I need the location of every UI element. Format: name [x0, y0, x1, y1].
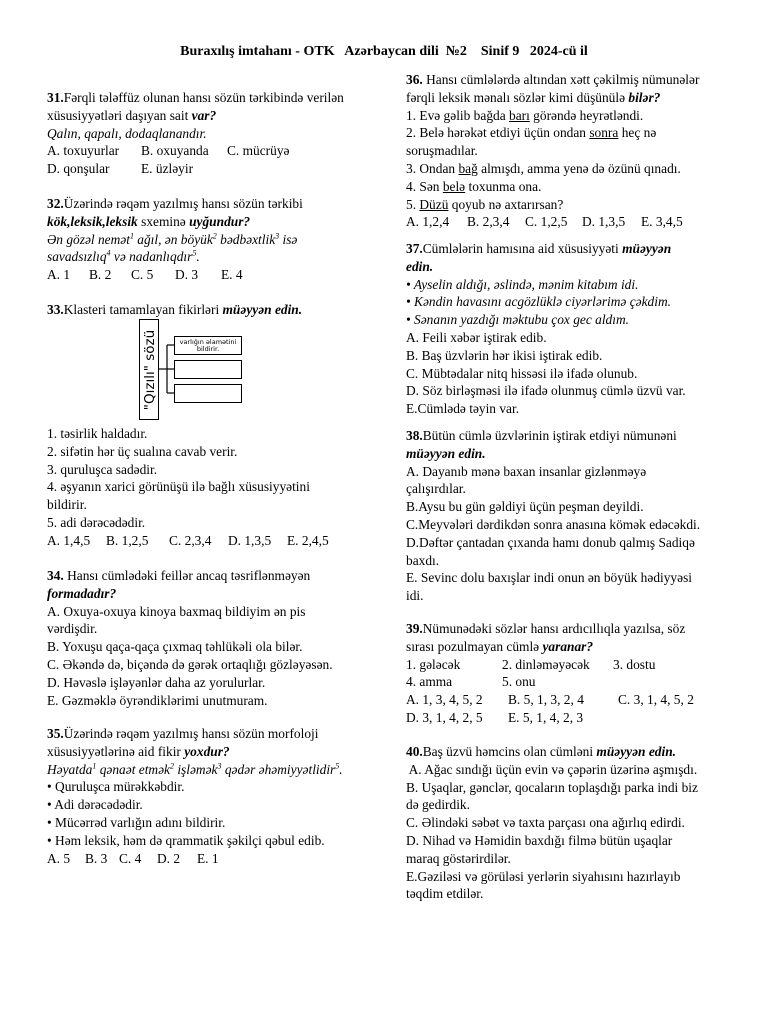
- option-e-cont: təqdim etdilər.: [406, 886, 484, 902]
- option-d[interactable]: D. 1,3,5: [582, 214, 626, 230]
- list-item: 5. adi dərəcədədir.: [47, 514, 146, 530]
- question-33: [47, 301, 377, 319]
- question-example: Həyatda$^1$ qənaət etmək$^2$ işləmək$^3$ qədər əhəmiyyətlidir$^5$.: [47, 761, 343, 777]
- option-b[interactable]: B. 5, 1, 3, 2, 4: [508, 692, 584, 708]
- option-b[interactable]: B. 2,3,4: [467, 214, 510, 230]
- word-item: 1. gələcək: [406, 656, 461, 672]
- answer-options: [47, 142, 377, 160]
- option-c[interactable]: C. 4: [119, 850, 142, 866]
- option-b[interactable]: B. Yoxuşu qaça-qaça çıxmaq təhlükəli ola bilər.: [47, 639, 303, 655]
- list-item: • Sənanın yazdığı məktubu çox gec aldım.: [406, 312, 629, 328]
- list-item: 4. əşyanın xarici görünüşü ilə bağlı xüsusiyyətini: [47, 479, 310, 495]
- cluster-main-label: "Qızılı" sözü: [142, 329, 158, 411]
- option-a[interactable]: A. Oxuya-oxuya kinoya baxmaq bildiyim ən pis: [47, 603, 306, 619]
- question-text: sırası pozulmayan cümlə: [406, 638, 543, 654]
- list-item: 5. Düzü qoyub nə axtarırsan?: [406, 196, 564, 212]
- question-emphasis: müəyyən edin.: [222, 302, 303, 317]
- question-32: [47, 195, 377, 284]
- word-item: 5. onu: [502, 674, 536, 690]
- question-number: 32.: [47, 196, 64, 211]
- answer-options: [47, 532, 377, 550]
- question-text: fərqli leksik mənalı sözlər kimi düşünülə: [406, 89, 629, 105]
- word-list: [406, 656, 731, 674]
- cluster-main-box: [139, 319, 159, 420]
- list-item: • Ayselin aldığı, əslində, mənim kitabım idi.: [406, 276, 639, 292]
- option-e-cont: idi.: [406, 588, 424, 604]
- list-item: 4. Sən belə toxunma ona.: [406, 178, 542, 194]
- option-c[interactable]: C. Əlindəki səbət və taxta parçası ona ağırlıq edirdi.: [406, 815, 685, 831]
- option-e[interactable]: E. 4: [221, 267, 243, 283]
- question-number: 33.: [47, 302, 64, 317]
- option-a[interactable]: A. Feili xəbər iştirak edib.: [406, 329, 547, 345]
- question-text: xüsusiyyətlərinə aid fikir: [47, 743, 185, 759]
- question-emphasis: formadadır?: [47, 585, 117, 601]
- question-text: Fərqli tələffüz olunan hansı sözün tərkibində verilən: [63, 90, 344, 105]
- option-c[interactable]: C. 3, 1, 4, 5, 2: [618, 692, 694, 708]
- question-number: 40.: [406, 744, 423, 759]
- question-text: Üzərində rəqəm yazılmış hansı sözün tərkibi: [63, 196, 303, 211]
- option-d[interactable]: D. Həvəslə işləyənlər daha az yorulurlar.: [47, 674, 266, 690]
- option-b[interactable]: B. Uşaqlar, gənclər, qocaların toplaşdığı parka indi biz: [406, 779, 698, 795]
- word-item: 2. dinləməyəcək: [502, 656, 590, 672]
- option-b-cont: də gedirdik.: [406, 797, 470, 813]
- cluster-box-3[interactable]: [174, 384, 242, 403]
- option-b[interactable]: B. 2: [89, 267, 112, 283]
- question-text: Nümunədəki sözlər hansı ardıcıllıqla yazılsa, söz: [422, 621, 686, 636]
- word-item: 4. amma: [406, 674, 453, 690]
- option-d[interactable]: D.Dəftər çantadan çıxanda hamı donub qalmış Sadiqə: [406, 534, 695, 550]
- question-31: [47, 89, 377, 178]
- answer-options: [47, 850, 377, 868]
- answer-options: [406, 691, 731, 709]
- question-example: Qalın, qapalı, dodaqlanandır.: [47, 125, 207, 141]
- question-37: [406, 240, 731, 418]
- answer-options: [406, 213, 731, 231]
- option-d[interactable]: D. 1,3,5: [228, 532, 272, 548]
- question-emphasis: kök,leksik,leksik: [47, 213, 138, 229]
- cluster-box-1: varlığın əlamətini bildirir.: [174, 336, 242, 355]
- cluster-diagram: [139, 319, 289, 425]
- cluster-box-2[interactable]: [174, 360, 242, 379]
- list-item: 3. Ondan bağ almışdı, amma yenə də özünü qınadı.: [406, 160, 681, 176]
- option-e[interactable]: E. 5, 1, 4, 2, 3: [508, 709, 584, 725]
- question-emphasis: uyğundur?: [189, 213, 251, 229]
- question-text: sxeminə: [137, 213, 190, 229]
- option-a[interactable]: A. Dayanıb mənə baxan insanlar gizlənməyə: [406, 463, 647, 479]
- list-item: soruşmadılar.: [406, 143, 478, 159]
- question-text: xüsusiyyətləri daşıyan sait: [47, 107, 192, 123]
- option-e[interactable]: E. üzləyir: [141, 161, 194, 177]
- question-number: 37.: [406, 241, 423, 256]
- option-e[interactable]: E. 1: [197, 850, 219, 866]
- question-emphasis: var?: [191, 107, 217, 123]
- option-a[interactable]: A. 5: [47, 850, 71, 866]
- option-d[interactable]: D. qonşular: [47, 161, 110, 177]
- option-d-cont: baxdı.: [406, 552, 440, 568]
- list-item: • Quruluşca mürəkkəbdir.: [47, 779, 185, 795]
- option-c[interactable]: C. 1,2,5: [525, 214, 568, 230]
- word-list: [406, 673, 731, 691]
- list-item: • Həm leksik, həm də qrammatik şəkilçi qəbul edib.: [47, 832, 325, 848]
- question-text: Hansı cümlələrdə altından xətt çəkilmiş nümunələr: [422, 72, 700, 87]
- option-d[interactable]: D. 3: [175, 267, 199, 283]
- option-c[interactable]: C.Meyvələri dərdikdən sonra anasına kömək edəcəkdi.: [406, 516, 701, 532]
- question-39: [406, 620, 731, 727]
- option-b[interactable]: B. 3: [85, 850, 108, 866]
- exam-title: Buraxılış imtahanı - OTK Azərbaycan dili №2 Sinif 9 2024-cü il: [180, 44, 588, 59]
- list-item: 2. Belə hərəkət etdiyi üçün ondan sonra heç nə: [406, 125, 657, 141]
- option-b[interactable]: B. 1,2,5: [106, 532, 149, 548]
- question-emphasis: bilər?: [628, 89, 661, 105]
- question-number: 31.: [47, 90, 64, 105]
- list-item: bildirir.: [47, 497, 87, 513]
- question-emphasis: müəyyən edin.: [596, 744, 677, 759]
- question-number: 34.: [47, 568, 64, 583]
- option-a[interactable]: A. 1,4,5: [47, 532, 91, 548]
- question-text: Hansı cümlədəki feillər ancaq təsriflənməyən: [63, 568, 311, 583]
- option-a-cont: çalışırdılar.: [406, 481, 466, 497]
- option-c[interactable]: C. Əkəndə də, biçəndə də gərək ortaqlığı gözləyəsən.: [47, 656, 333, 672]
- option-e[interactable]: E. Gəzməklə öyrəndiklərimi unutmuram.: [47, 692, 268, 708]
- option-d[interactable]: D. 2: [157, 850, 181, 866]
- question-text: Klasteri tamamlayan fikirləri: [63, 302, 223, 317]
- answer-options: [47, 266, 377, 284]
- question-emphasis: müəyyən edin.: [406, 445, 486, 461]
- question-35: [47, 725, 377, 867]
- question-example: savadsızlıq$^4$ və nadanlıqdır$^5$.: [47, 248, 200, 265]
- question-emphasis: yaranar?: [542, 638, 594, 654]
- question-emphasis: müəyyən: [622, 241, 672, 256]
- list-item: • Mücərrəd varlığın adını bildirir.: [47, 814, 226, 830]
- question-emphasis: yoxdur?: [184, 743, 230, 759]
- option-c[interactable]: C. 5: [131, 267, 154, 283]
- list-item: • Kəndin havasını acgözlüklə ciyərlərimə çəkdim.: [406, 294, 671, 310]
- list-item: 1. Evə gəlib bağda barı görəndə heyrətləndi.: [406, 107, 644, 123]
- option-e[interactable]: E. 3,4,5: [641, 214, 683, 230]
- question-34: [47, 567, 377, 709]
- question-40: [406, 743, 731, 903]
- option-a[interactable]: A. Ağac sındığı üçün evin və çəpərin üzərinə aşmışdı.: [406, 761, 698, 777]
- list-item: 1. təsirlik haldadır.: [47, 426, 148, 441]
- question-number: 39.: [406, 621, 423, 636]
- question-38: [406, 427, 731, 605]
- list-item: 3. quruluşca sadədir.: [47, 461, 158, 477]
- list-item: • Adi dərəcədədir.: [47, 797, 143, 813]
- question-emphasis: edin.: [406, 258, 434, 274]
- option-c[interactable]: C. mücrüyə: [227, 143, 290, 159]
- option-d[interactable]: D. Söz birləşməsi ilə ifadə olunmuş cümlə üzvü var.: [406, 383, 686, 399]
- question-text: Bütün cümlə üzvlərinin iştirak etdiyi nümunəni: [422, 428, 677, 443]
- word-item: 3. dostu: [613, 656, 656, 672]
- option-a[interactable]: A. 1: [47, 267, 71, 283]
- option-e[interactable]: E.Gəziləsi və görüləsi yerlərin siyahısını hazırlayıb: [406, 868, 681, 884]
- option-b[interactable]: B. Baş üzvlərin hər ikisi iştirak edib.: [406, 347, 603, 363]
- option-d[interactable]: D. 3, 1, 4, 2, 5: [406, 709, 483, 725]
- option-c[interactable]: C. Mübtədalar nitq hissəsi ilə ifadə olunub.: [406, 365, 638, 381]
- option-a[interactable]: A. toxuyurlar: [47, 143, 120, 159]
- question-example: Ən gözəl nemət$^1$ ağıl, ən böyük$^2$ bədbəxtlik$^3$ isə: [47, 231, 298, 247]
- option-e[interactable]: E.Cümlədə təyin var.: [406, 401, 520, 417]
- option-b[interactable]: B. oxuyanda: [141, 143, 209, 159]
- option-a[interactable]: A. 1, 3, 4, 5, 2: [406, 692, 483, 708]
- question-number: 38.: [406, 428, 423, 443]
- option-d-cont: maraq göstərirdilər.: [406, 850, 511, 866]
- question-number: 35.: [47, 726, 64, 741]
- question-text: Üzərində rəqəm yazılmış hansı sözün morfoloji: [63, 726, 319, 741]
- question-text: Baş üzvü həmcins olan cümləni: [422, 744, 597, 759]
- question-36: [406, 71, 731, 231]
- option-a[interactable]: A. 1,2,4: [406, 214, 450, 230]
- option-c[interactable]: C. 2,3,4: [169, 532, 212, 548]
- question-text: Cümlələrin hamısına aid xüsusiyyəti: [422, 241, 623, 256]
- option-d[interactable]: D. Nihad və Həmidin baxdığı filmə bütün uşaqlar: [406, 832, 673, 848]
- question-number: 36.: [406, 72, 423, 87]
- option-a-cont: vərdişdir.: [47, 621, 98, 637]
- question-33-items: [47, 425, 377, 550]
- option-e[interactable]: E. 2,4,5: [287, 532, 329, 548]
- answer-options: [406, 709, 731, 727]
- option-e[interactable]: E. Sevinc dolu baxışlar indi onun ən böyük hədiyyəsi: [406, 570, 692, 586]
- answer-options: [47, 160, 377, 178]
- list-item: 2. sifətin hər üç sualına cavab verir.: [47, 443, 238, 459]
- option-b[interactable]: B.Aysu bu gün gəldiyi üçün peşman deyildi.: [406, 499, 644, 515]
